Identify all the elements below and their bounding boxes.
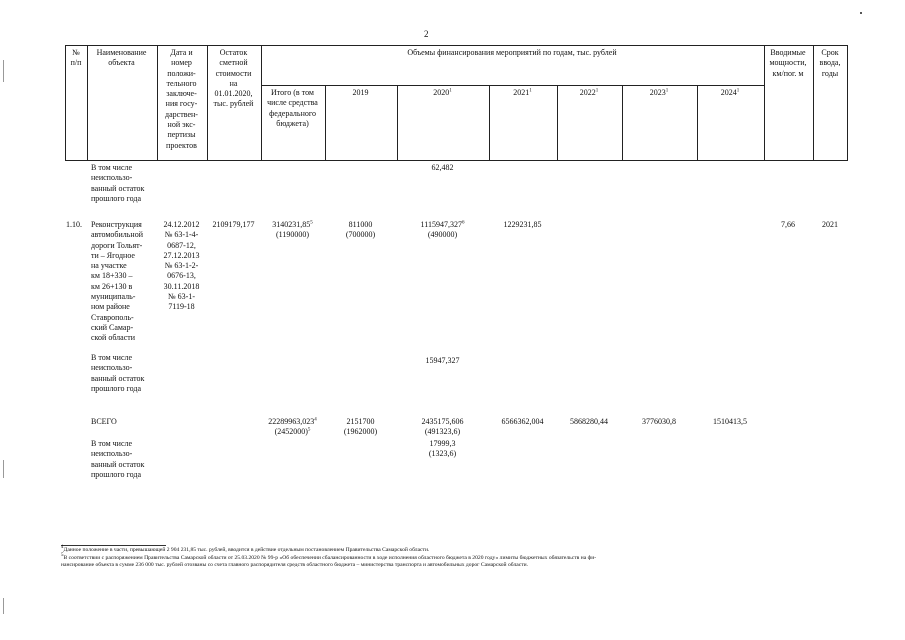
header-year-2020: 2020$^1$ xyxy=(433,88,452,97)
object-name: Реконструкция автомобильной дороги Тольят- ти – Ягодное на участке км 18+330 – км 26+130 в муниципаль- ном районе Ставрополь- ский Самар- ской области xyxy=(91,220,143,343)
value-2020: 1115947,327$^6$ (490000) xyxy=(420,220,465,240)
header-remaining-cost: Остаток сметной стоимости на 01.01.2020, тыс. рублей xyxy=(213,48,254,109)
remaining-cost-value: 2109179,177 xyxy=(212,220,255,229)
header-year-2021: 2021$^1$ xyxy=(513,88,532,97)
header-year-2022: 2022$^1$ xyxy=(579,88,599,97)
header-total: Итого (в том числе средства федерального бюджета) xyxy=(267,88,318,128)
footnote-5: 5В соответствии с распоряжением Правительства Самарской области от 25.03.2020 № 99-р «Об обеспечении сбалансированности в ходе исполнения областного бюджета в 2020 году» лимиты бюджетных обязательств на фи- нансирование объекта в сумме 236 000 тыс. рублей отозваны со счета главного распорядителя средств областного бюджета – министерства транспорта и автомобильных дорог Самарской области. xyxy=(61,553,597,569)
unused-balance-2020: 15947,327 xyxy=(425,356,460,365)
grand-total-2021: 6566362,004 xyxy=(501,417,544,426)
grand-total-label: ВСЕГО xyxy=(91,417,117,426)
grand-total-2022: 5868280,44 xyxy=(570,417,608,426)
unused-balance-label: В том числе неиспользо- ванный остаток прошлого года xyxy=(91,353,145,393)
grand-total-2023: 3776030,8 xyxy=(642,417,676,426)
grand-total-value: 22289963,023$^4$ $(2452000)^5$ xyxy=(268,417,317,437)
page-number: 2 xyxy=(424,29,429,39)
header-commissioning-term: Срок ввода, годы xyxy=(819,48,841,78)
term-value: 2021 xyxy=(822,220,838,229)
header-expertise-date: Дата и номер положи- тельного заключе- ния госу- дарствен- ной экс- пертизы проектов xyxy=(165,48,198,150)
unused-balance-label: В том числе неиспользо- ванный остаток прошлого года xyxy=(91,163,145,203)
total-value: 3140231,85$^5$ (1190000) xyxy=(272,220,313,240)
scan-mark xyxy=(3,60,4,82)
header-year-2023: 2023$^1$ xyxy=(649,88,669,97)
value-2021: 1229231,85 xyxy=(503,220,542,229)
unused-balance-2020: 17999,3 (1323,6) xyxy=(428,439,457,459)
header-capacity: Вводимые мощности, км/пог. м xyxy=(769,48,807,78)
scan-mark xyxy=(3,598,4,614)
grand-total-2019: 2151700 (1962000) xyxy=(343,417,378,437)
row-number: 1.10. xyxy=(66,220,82,229)
header-year-2024: 2024$^1$ xyxy=(720,88,740,97)
footnote-4: 4Данное положение в части, превышающей 2 904 231,85 тыс. рублей, вводится в действие отдельным постановлением Правительства Самарской области. xyxy=(61,545,430,553)
expertise-conclusions: 24.12.2012 № 63-1-4- 0687-12, 27.12.2013 № 63-1-2- 0676-13, 30.11.2018 № 63-1- 7119-18 xyxy=(163,220,200,312)
capacity-value: 7,66 xyxy=(781,220,795,229)
scan-mark xyxy=(3,460,4,478)
header-year-2019: 2019 xyxy=(352,88,369,97)
header-funding-volumes: Объемы финансирования мероприятий по годам, тыс. рублей xyxy=(407,48,617,57)
unused-balance-label: В том числе неиспользо- ванный остаток прошлого года xyxy=(91,439,145,479)
footnote-divider xyxy=(61,545,166,546)
grand-total-2024: 1510413,5 xyxy=(713,417,747,426)
header-num: № п/п xyxy=(70,48,82,68)
scan-mark xyxy=(860,12,862,14)
value-2019: 811000 (700000) xyxy=(345,220,376,240)
grand-total-2020: 2435175,606 (491323,6) xyxy=(421,417,464,437)
header-name: Наименование объекта xyxy=(96,48,147,68)
unused-balance-2020: 62,482 xyxy=(431,163,454,172)
